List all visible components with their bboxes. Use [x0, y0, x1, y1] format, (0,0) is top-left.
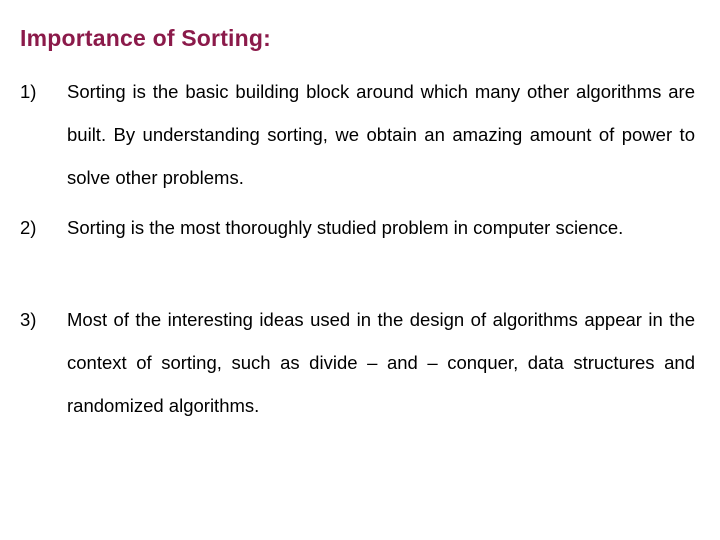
item-number: 1) [20, 81, 37, 102]
item-number: 2) [20, 217, 37, 238]
item-text: Most of the interesting ideas used in the design of algorithms appear in the context of sorting, such as divide – and – conquer, data structures and randomized algorithms. [67, 309, 695, 416]
slide-title: Importance of Sorting: [20, 25, 272, 51]
list-item [20, 206, 695, 292]
item-text: Sorting is the most thoroughly studied problem in computer science. [67, 217, 624, 238]
list-item [20, 70, 695, 200]
list-item [20, 298, 695, 428]
item-number: 3) [20, 309, 37, 330]
item-text: Sorting is the basic building block around which many other algorithms are built. By understanding sorting, we obtain an amazing amount of power to solve other problems. [67, 81, 695, 188]
